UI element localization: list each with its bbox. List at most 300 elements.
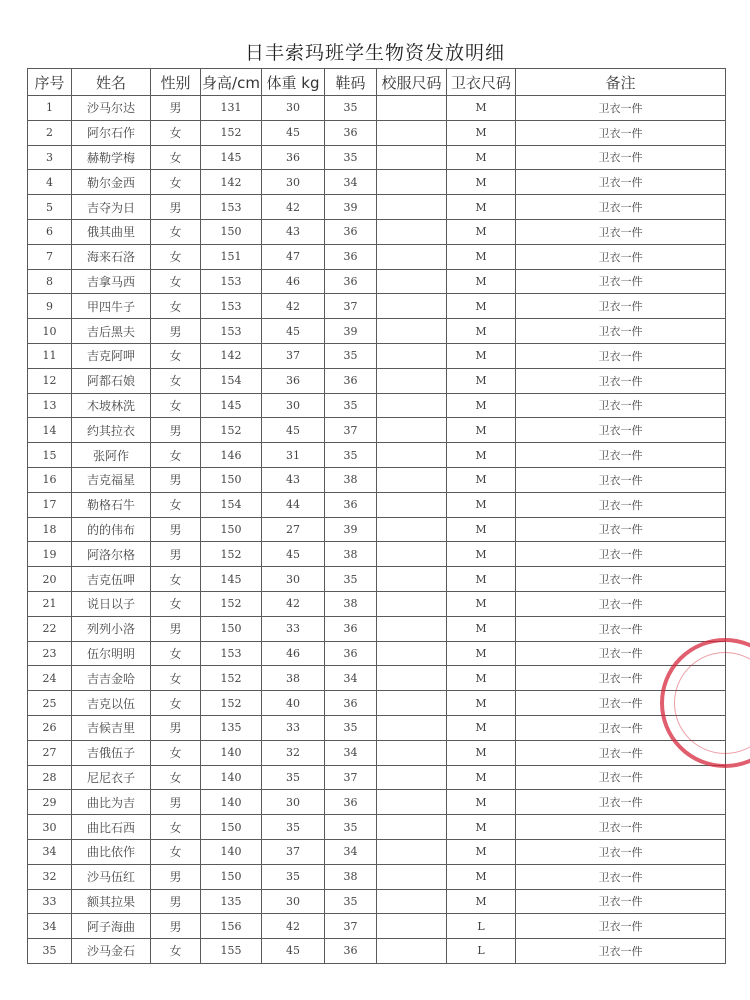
row-number: 30 [28, 815, 72, 840]
uniform-size [377, 616, 447, 641]
hoodie-size: M [447, 591, 516, 616]
note: 卫衣一件 [516, 145, 726, 170]
uniform-size [377, 790, 447, 815]
table-header-row [28, 69, 726, 96]
student-sex: 男 [151, 914, 201, 939]
hoodie-size: M [447, 815, 516, 840]
student-height: 145 [201, 393, 262, 418]
student-sex: 女 [151, 294, 201, 319]
student-height: 146 [201, 443, 262, 468]
student-height: 152 [201, 591, 262, 616]
student-sex: 女 [151, 765, 201, 790]
row-number: 33 [28, 889, 72, 914]
hoodie-size: M [447, 765, 516, 790]
uniform-size [377, 195, 447, 220]
hoodie-size: M [447, 517, 516, 542]
shoe-size: 34 [325, 170, 377, 195]
table-row [28, 939, 726, 964]
header-no: 序号 [28, 69, 72, 96]
student-name: 木坡林洗 [72, 393, 151, 418]
student-height: 145 [201, 145, 262, 170]
table-row [28, 170, 726, 195]
hoodie-size: M [447, 393, 516, 418]
table-row [28, 889, 726, 914]
uniform-size [377, 740, 447, 765]
shoe-size: 36 [325, 939, 377, 964]
note: 卫衣一件 [516, 715, 726, 740]
row-number: 26 [28, 715, 72, 740]
student-height: 153 [201, 269, 262, 294]
note: 卫衣一件 [516, 467, 726, 492]
student-height: 150 [201, 219, 262, 244]
student-name: 吉吉金哈 [72, 666, 151, 691]
student-name: 勒格石牛 [72, 492, 151, 517]
student-sex: 女 [151, 815, 201, 840]
student-height: 156 [201, 914, 262, 939]
student-name: 沙马伍红 [72, 864, 151, 889]
hoodie-size: M [447, 294, 516, 319]
note: 卫衣一件 [516, 269, 726, 294]
student-name: 吉克以伍 [72, 691, 151, 716]
note: 卫衣一件 [516, 343, 726, 368]
row-number: 17 [28, 492, 72, 517]
table-row [28, 790, 726, 815]
row-number: 18 [28, 517, 72, 542]
student-height: 152 [201, 691, 262, 716]
student-height: 153 [201, 641, 262, 666]
uniform-size [377, 542, 447, 567]
student-weight: 35 [262, 815, 325, 840]
student-weight: 30 [262, 790, 325, 815]
hoodie-size: M [447, 839, 516, 864]
uniform-size [377, 492, 447, 517]
student-height: 145 [201, 567, 262, 592]
student-sex: 女 [151, 343, 201, 368]
student-weight: 45 [262, 939, 325, 964]
table-row [28, 765, 726, 790]
note: 卫衣一件 [516, 96, 726, 121]
student-height: 135 [201, 889, 262, 914]
table-row [28, 269, 726, 294]
student-weight: 35 [262, 864, 325, 889]
student-weight: 44 [262, 492, 325, 517]
note: 卫衣一件 [516, 839, 726, 864]
student-name: 约其拉衣 [72, 418, 151, 443]
student-weight: 43 [262, 467, 325, 492]
table-row [28, 542, 726, 567]
table-row [28, 567, 726, 592]
shoe-size: 34 [325, 666, 377, 691]
student-sex: 女 [151, 492, 201, 517]
student-weight: 45 [262, 542, 325, 567]
uniform-size [377, 393, 447, 418]
table-row [28, 294, 726, 319]
uniform-size [377, 641, 447, 666]
student-weight: 32 [262, 740, 325, 765]
shoe-size: 35 [325, 815, 377, 840]
table-row [28, 517, 726, 542]
hoodie-size: M [447, 467, 516, 492]
row-number: 4 [28, 170, 72, 195]
student-sex: 男 [151, 542, 201, 567]
uniform-size [377, 591, 447, 616]
student-weight: 33 [262, 715, 325, 740]
student-name: 沙马尔达 [72, 96, 151, 121]
student-sex: 女 [151, 641, 201, 666]
hoodie-size: L [447, 914, 516, 939]
uniform-size [377, 666, 447, 691]
student-sex: 男 [151, 195, 201, 220]
shoe-size: 35 [325, 567, 377, 592]
table-row [28, 641, 726, 666]
table-row [28, 219, 726, 244]
hoodie-size: M [447, 170, 516, 195]
note: 卫衣一件 [516, 492, 726, 517]
row-number: 13 [28, 393, 72, 418]
row-number: 6 [28, 219, 72, 244]
table-row [28, 443, 726, 468]
student-height: 152 [201, 666, 262, 691]
hoodie-size: M [447, 269, 516, 294]
hoodie-size: M [447, 616, 516, 641]
student-height: 153 [201, 195, 262, 220]
hoodie-size: M [447, 790, 516, 815]
row-number: 5 [28, 195, 72, 220]
row-number: 22 [28, 616, 72, 641]
student-weight: 30 [262, 393, 325, 418]
hoodie-size: L [447, 939, 516, 964]
note: 卫衣一件 [516, 939, 726, 964]
student-name: 阿都石娘 [72, 368, 151, 393]
uniform-size [377, 839, 447, 864]
note: 卫衣一件 [516, 889, 726, 914]
student-height: 135 [201, 715, 262, 740]
student-name: 甲四牛子 [72, 294, 151, 319]
shoe-size: 35 [325, 443, 377, 468]
row-number: 19 [28, 542, 72, 567]
student-height: 153 [201, 319, 262, 344]
note: 卫衣一件 [516, 418, 726, 443]
student-name: 吉克伍呷 [72, 567, 151, 592]
student-weight: 27 [262, 517, 325, 542]
shoe-size: 35 [325, 715, 377, 740]
student-sex: 女 [151, 244, 201, 269]
hoodie-size: M [447, 343, 516, 368]
student-height: 150 [201, 467, 262, 492]
header-sex: 性别 [151, 69, 201, 96]
hoodie-size: M [447, 195, 516, 220]
note: 卫衣一件 [516, 616, 726, 641]
shoe-size: 37 [325, 418, 377, 443]
table-row [28, 591, 726, 616]
table-row [28, 145, 726, 170]
uniform-size [377, 815, 447, 840]
student-weight: 35 [262, 765, 325, 790]
student-height: 150 [201, 815, 262, 840]
row-number: 34 [28, 914, 72, 939]
hoodie-size: M [447, 641, 516, 666]
student-sex: 女 [151, 269, 201, 294]
row-number: 11 [28, 343, 72, 368]
row-number: 29 [28, 790, 72, 815]
note: 卫衣一件 [516, 765, 726, 790]
student-name: 阿尔石作 [72, 120, 151, 145]
hoodie-size: M [447, 666, 516, 691]
row-number: 23 [28, 641, 72, 666]
student-height: 151 [201, 244, 262, 269]
table-row [28, 616, 726, 641]
row-number: 21 [28, 591, 72, 616]
shoe-size: 37 [325, 294, 377, 319]
note: 卫衣一件 [516, 591, 726, 616]
student-height: 140 [201, 790, 262, 815]
table-row [28, 715, 726, 740]
note: 卫衣一件 [516, 368, 726, 393]
student-weight: 38 [262, 666, 325, 691]
note: 卫衣一件 [516, 195, 726, 220]
table-row [28, 319, 726, 344]
hoodie-size: M [447, 219, 516, 244]
student-name: 列列小洛 [72, 616, 151, 641]
document-title: 日丰索玛班学生物资发放明细 [244, 42, 505, 64]
hoodie-size: M [447, 715, 516, 740]
student-weight: 31 [262, 443, 325, 468]
shoe-size: 37 [325, 914, 377, 939]
student-height: 153 [201, 294, 262, 319]
table-row [28, 691, 726, 716]
uniform-size [377, 443, 447, 468]
student-sex: 女 [151, 567, 201, 592]
note: 卫衣一件 [516, 120, 726, 145]
student-name: 伍尔明明 [72, 641, 151, 666]
student-name: 吉拿马西 [72, 269, 151, 294]
student-name: 勒尔金西 [72, 170, 151, 195]
student-name: 赫勒学梅 [72, 145, 151, 170]
student-name: 吉克阿呷 [72, 343, 151, 368]
uniform-size [377, 914, 447, 939]
note: 卫衣一件 [516, 443, 726, 468]
student-height: 150 [201, 616, 262, 641]
row-number: 32 [28, 864, 72, 889]
table-row [28, 96, 726, 121]
hoodie-size: M [447, 145, 516, 170]
student-height: 152 [201, 542, 262, 567]
shoe-size: 38 [325, 542, 377, 567]
uniform-size [377, 294, 447, 319]
table-row [28, 244, 726, 269]
shoe-size: 37 [325, 765, 377, 790]
student-weight: 45 [262, 319, 325, 344]
note: 卫衣一件 [516, 666, 726, 691]
row-number: 34 [28, 839, 72, 864]
student-sex: 女 [151, 219, 201, 244]
student-sex: 男 [151, 790, 201, 815]
note: 卫衣一件 [516, 691, 726, 716]
row-number: 15 [28, 443, 72, 468]
hoodie-size: M [447, 567, 516, 592]
student-weight: 30 [262, 567, 325, 592]
shoe-size: 36 [325, 244, 377, 269]
student-weight: 30 [262, 170, 325, 195]
row-number: 8 [28, 269, 72, 294]
hoodie-size: M [447, 120, 516, 145]
distribution-table [27, 68, 726, 964]
table-row [28, 492, 726, 517]
note: 卫衣一件 [516, 393, 726, 418]
table-row [28, 815, 726, 840]
student-height: 154 [201, 368, 262, 393]
student-height: 142 [201, 343, 262, 368]
uniform-size [377, 96, 447, 121]
student-sex: 女 [151, 666, 201, 691]
row-number: 12 [28, 368, 72, 393]
shoe-size: 36 [325, 616, 377, 641]
shoe-size: 35 [325, 393, 377, 418]
shoe-size: 35 [325, 145, 377, 170]
student-height: 150 [201, 517, 262, 542]
note: 卫衣一件 [516, 864, 726, 889]
student-height: 152 [201, 120, 262, 145]
student-name: 吉后黑夫 [72, 319, 151, 344]
header-weight: 体重 kg [262, 69, 325, 96]
shoe-size: 35 [325, 96, 377, 121]
student-weight: 33 [262, 616, 325, 641]
shoe-size: 36 [325, 492, 377, 517]
shoe-size: 36 [325, 641, 377, 666]
uniform-size [377, 368, 447, 393]
note: 卫衣一件 [516, 219, 726, 244]
shoe-size: 36 [325, 269, 377, 294]
hoodie-size: M [447, 319, 516, 344]
note: 卫衣一件 [516, 517, 726, 542]
row-number: 2 [28, 120, 72, 145]
row-number: 10 [28, 319, 72, 344]
hoodie-size: M [447, 864, 516, 889]
hoodie-size: M [447, 368, 516, 393]
shoe-size: 39 [325, 319, 377, 344]
student-weight: 37 [262, 343, 325, 368]
note: 卫衣一件 [516, 319, 726, 344]
student-height: 140 [201, 839, 262, 864]
hoodie-size: M [447, 542, 516, 567]
student-weight: 43 [262, 219, 325, 244]
hoodie-size: M [447, 691, 516, 716]
note: 卫衣一件 [516, 641, 726, 666]
table-row [28, 839, 726, 864]
student-weight: 42 [262, 914, 325, 939]
student-height: 140 [201, 740, 262, 765]
student-sex: 女 [151, 443, 201, 468]
table-row [28, 914, 726, 939]
student-weight: 30 [262, 96, 325, 121]
student-weight: 42 [262, 195, 325, 220]
note: 卫衣一件 [516, 294, 726, 319]
row-number: 20 [28, 567, 72, 592]
student-sex: 男 [151, 517, 201, 542]
student-sex: 男 [151, 467, 201, 492]
student-name: 说日以子 [72, 591, 151, 616]
hoodie-size: M [447, 96, 516, 121]
student-weight: 37 [262, 839, 325, 864]
student-sex: 女 [151, 145, 201, 170]
student-name: 阿子海曲 [72, 914, 151, 939]
student-sex: 男 [151, 96, 201, 121]
student-name: 吉候吉里 [72, 715, 151, 740]
row-number: 1 [28, 96, 72, 121]
note: 卫衣一件 [516, 244, 726, 269]
header-note: 备注 [516, 69, 726, 96]
student-sex: 女 [151, 170, 201, 195]
table-row [28, 393, 726, 418]
row-number: 7 [28, 244, 72, 269]
student-height: 154 [201, 492, 262, 517]
row-number: 24 [28, 666, 72, 691]
hoodie-size: M [447, 244, 516, 269]
shoe-size: 35 [325, 889, 377, 914]
student-name: 海来石洛 [72, 244, 151, 269]
hoodie-size: M [447, 889, 516, 914]
table-row [28, 467, 726, 492]
student-sex: 女 [151, 691, 201, 716]
note: 卫衣一件 [516, 542, 726, 567]
hoodie-size: M [447, 740, 516, 765]
row-number: 27 [28, 740, 72, 765]
student-sex: 女 [151, 740, 201, 765]
student-sex: 男 [151, 418, 201, 443]
hoodie-size: M [447, 492, 516, 517]
uniform-size [377, 170, 447, 195]
table-row [28, 120, 726, 145]
student-height: 131 [201, 96, 262, 121]
student-name: 吉俄伍子 [72, 740, 151, 765]
student-sex: 女 [151, 120, 201, 145]
shoe-size: 36 [325, 691, 377, 716]
table-row [28, 864, 726, 889]
student-sex: 男 [151, 616, 201, 641]
uniform-size [377, 244, 447, 269]
header-shoe: 鞋码 [325, 69, 377, 96]
uniform-size [377, 319, 447, 344]
student-weight: 30 [262, 889, 325, 914]
student-weight: 45 [262, 418, 325, 443]
student-name: 吉克福星 [72, 467, 151, 492]
uniform-size [377, 691, 447, 716]
uniform-size [377, 120, 447, 145]
uniform-size [377, 567, 447, 592]
student-name: 曲比石西 [72, 815, 151, 840]
row-number: 9 [28, 294, 72, 319]
table-row [28, 368, 726, 393]
student-sex: 男 [151, 864, 201, 889]
row-number: 28 [28, 765, 72, 790]
student-weight: 42 [262, 294, 325, 319]
uniform-size [377, 418, 447, 443]
row-number: 25 [28, 691, 72, 716]
shoe-size: 39 [325, 517, 377, 542]
student-height: 155 [201, 939, 262, 964]
student-name: 阿洛尔格 [72, 542, 151, 567]
student-sex: 男 [151, 319, 201, 344]
row-number: 3 [28, 145, 72, 170]
note: 卫衣一件 [516, 567, 726, 592]
shoe-size: 38 [325, 467, 377, 492]
uniform-size [377, 219, 447, 244]
uniform-size [377, 939, 447, 964]
student-height: 142 [201, 170, 262, 195]
student-height: 140 [201, 765, 262, 790]
note: 卫衣一件 [516, 815, 726, 840]
uniform-size [377, 715, 447, 740]
